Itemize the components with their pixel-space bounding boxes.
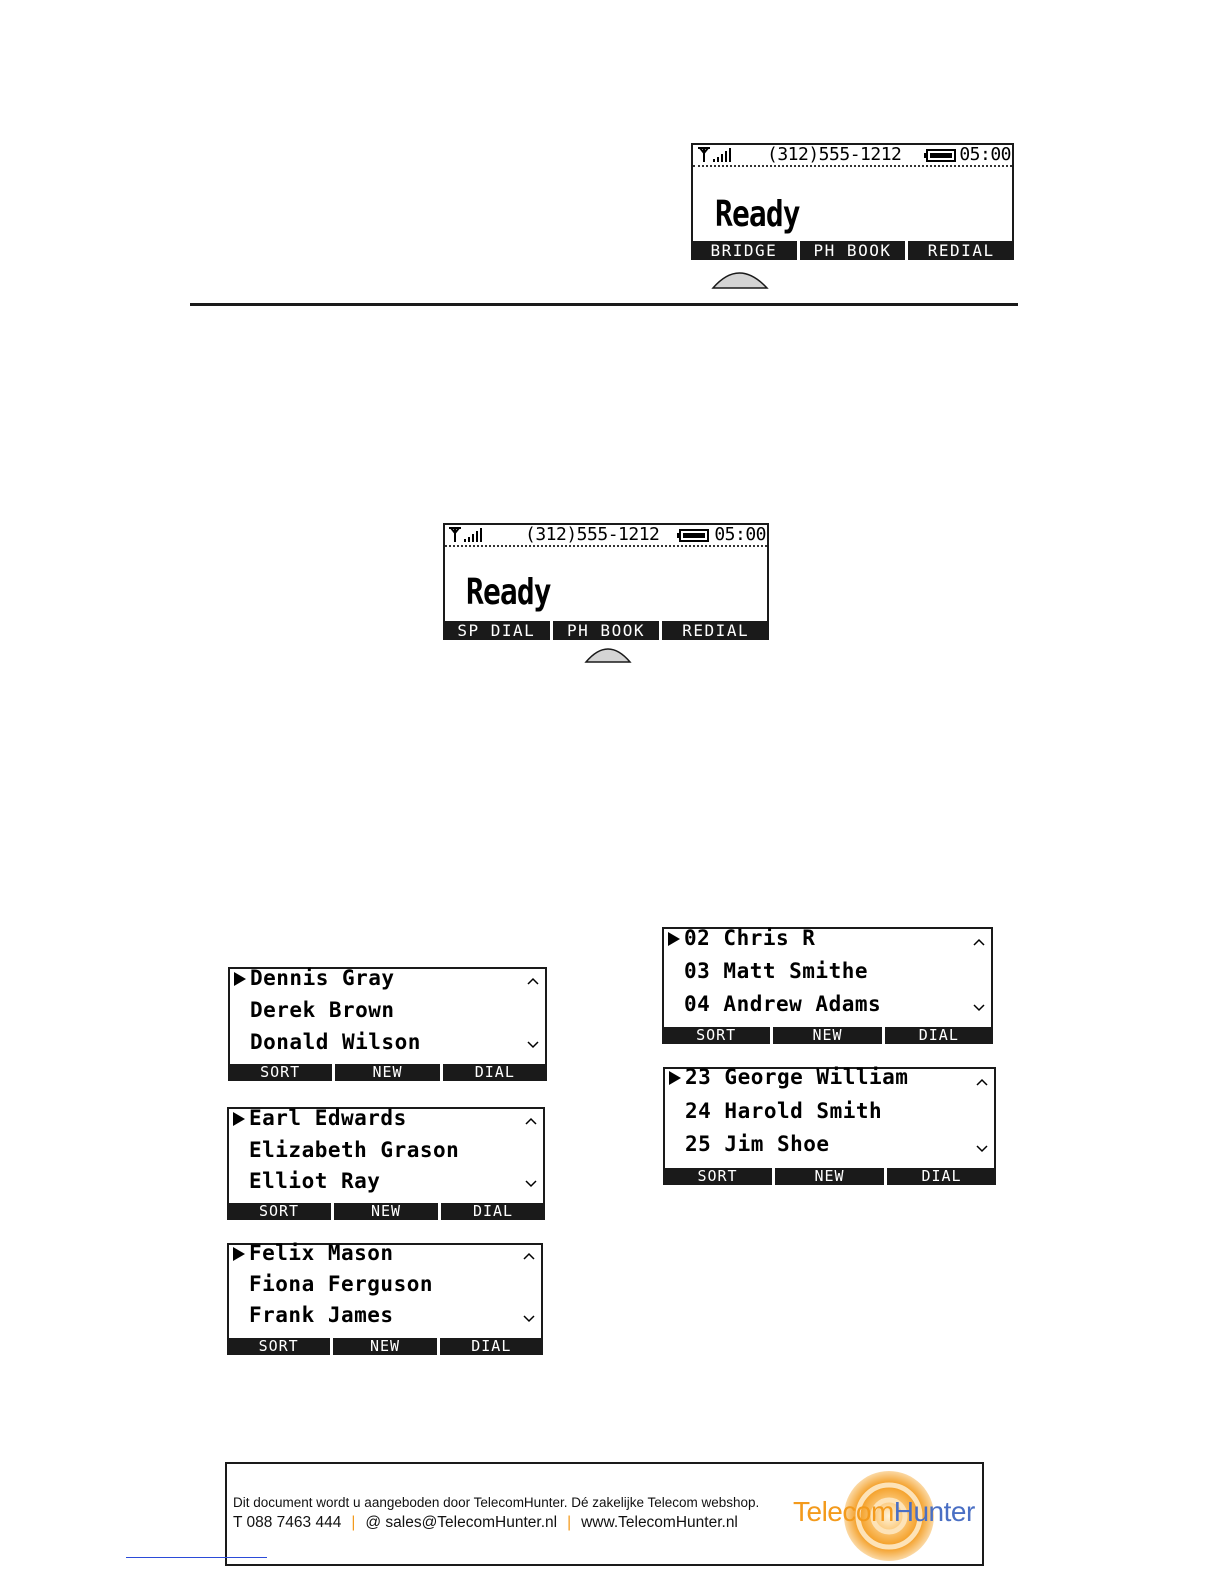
selection-marker-icon: [669, 1071, 681, 1085]
banner-phone[interactable]: T 088 7463 444: [233, 1514, 342, 1531]
selection-marker-icon: [668, 932, 680, 946]
softkey-bar: [228, 1064, 547, 1081]
softkey-sort[interactable]: SORT: [228, 1064, 335, 1081]
softkey-dial[interactable]: DIAL: [472, 1203, 514, 1220]
scroll-up-icon[interactable]: [525, 1117, 537, 1125]
scroll-down-icon[interactable]: [525, 1180, 537, 1188]
softkey-new[interactable]: NEW: [333, 1338, 439, 1355]
clock: 05:00: [959, 144, 1011, 165]
phone-number: (312)555-1212: [767, 144, 902, 165]
scroll-up-icon[interactable]: [976, 1078, 988, 1086]
softkey-ph-book[interactable]: PH BOOK: [800, 241, 909, 260]
battery-icon: [924, 149, 956, 162]
list-item[interactable]: Frank James: [249, 1303, 394, 1327]
separator: |: [567, 1514, 572, 1531]
telecomhunter-logo: [793, 1496, 975, 1528]
scroll-down-icon[interactable]: [973, 1004, 985, 1012]
footer-link-underline[interactable]: [126, 1557, 267, 1558]
scroll-down-icon[interactable]: [523, 1315, 535, 1323]
scroll-up-icon[interactable]: [527, 977, 539, 985]
banner-text: Dit document wordt u aangeboden door TelecomHunter. Dé zakelijke Telecom webshop.: [233, 1495, 760, 1510]
softkey-sort[interactable]: SORT: [662, 1027, 773, 1044]
ready-status: Ready: [715, 194, 800, 235]
softkey-sort[interactable]: SORT: [227, 1338, 333, 1355]
list-item[interactable]: Donald Wilson: [250, 1030, 421, 1054]
speed-dial-list-02: [662, 927, 993, 1044]
softkey-dial[interactable]: DIAL: [921, 1168, 962, 1185]
speed-dial-list-23: [663, 1067, 996, 1185]
softkey-bar: [227, 1203, 545, 1220]
list-item[interactable]: 04 Andrew Adams: [684, 992, 882, 1016]
phonebook-list-d: [228, 967, 547, 1081]
softkey-new[interactable]: NEW: [775, 1168, 887, 1185]
softkey-dial[interactable]: DIAL: [474, 1064, 515, 1081]
list-item[interactable]: 24 Harold Smith: [685, 1099, 883, 1123]
logo-part-telecom: Telecom: [793, 1496, 894, 1527]
banner-website[interactable]: www.TelecomHunter.nl: [581, 1514, 738, 1531]
softkey-sort[interactable]: SORT: [663, 1168, 775, 1185]
softkey-sp-dial[interactable]: SP DIAL: [443, 621, 553, 640]
list-item[interactable]: Earl Edwards: [249, 1106, 407, 1130]
list-item[interactable]: Elliot Ray: [249, 1169, 381, 1193]
softkey-redial[interactable]: REDIAL: [927, 241, 995, 260]
ready-screen-top: [691, 143, 1014, 260]
list-item[interactable]: Dennis Gray: [250, 966, 395, 990]
softkey-dial[interactable]: DIAL: [471, 1338, 512, 1355]
selection-marker-icon: [233, 1112, 245, 1126]
signal-strength-icon: [447, 526, 493, 544]
list-item[interactable]: Elizabeth Grason: [249, 1138, 460, 1162]
selection-marker-icon: [233, 1247, 245, 1261]
softkey-new[interactable]: NEW: [334, 1203, 441, 1220]
logo-part-hunter: Hunter: [893, 1496, 975, 1527]
softkey-bar: [443, 621, 769, 640]
clock: 05:00: [714, 524, 766, 545]
section-divider: [190, 303, 1018, 306]
list-item[interactable]: Felix Mason: [249, 1241, 394, 1265]
list-item[interactable]: Fiona Ferguson: [249, 1272, 434, 1296]
status-bar: [693, 145, 1012, 167]
scroll-down-icon[interactable]: [527, 1041, 539, 1049]
scroll-up-icon[interactable]: [523, 1252, 535, 1260]
softkey-pointer-icon: [711, 264, 769, 290]
banner-contact: [233, 1514, 738, 1532]
telecomhunter-banner: [225, 1462, 984, 1566]
softkey-bar: [663, 1168, 996, 1185]
softkey-pointer-icon: [584, 642, 632, 664]
scroll-down-icon[interactable]: [976, 1145, 988, 1153]
list-item[interactable]: Derek Brown: [250, 998, 395, 1022]
list-item[interactable]: 25 Jim Shoe: [685, 1132, 830, 1156]
softkey-bar: [227, 1338, 543, 1355]
softkey-dial[interactable]: DIAL: [918, 1027, 959, 1044]
phonebook-list-f: [227, 1243, 543, 1355]
softkey-sort[interactable]: SORT: [227, 1203, 334, 1220]
banner-email[interactable]: @ sales@TelecomHunter.nl: [365, 1514, 558, 1531]
list-item[interactable]: 03 Matt Smithe: [684, 959, 869, 983]
phonebook-list-e: [227, 1107, 545, 1220]
softkey-new[interactable]: NEW: [335, 1064, 442, 1081]
list-item[interactable]: 23 George William: [685, 1065, 909, 1089]
softkey-bar: [691, 241, 1014, 260]
softkey-new[interactable]: NEW: [773, 1027, 884, 1044]
softkey-bar: [662, 1027, 993, 1044]
signal-strength-icon: [696, 146, 742, 164]
selection-marker-icon: [234, 972, 246, 986]
ready-screen-middle: [443, 523, 769, 640]
softkey-bridge[interactable]: BRIDGE: [691, 241, 800, 260]
softkey-redial[interactable]: REDIAL: [682, 621, 750, 640]
separator: |: [351, 1514, 356, 1531]
status-bar: [445, 525, 767, 547]
phone-number: (312)555-1212: [525, 524, 660, 545]
softkey-ph-book[interactable]: PH BOOK: [553, 621, 663, 640]
battery-icon: [677, 529, 709, 542]
ready-status: Ready: [466, 572, 551, 613]
scroll-up-icon[interactable]: [973, 938, 985, 946]
list-item[interactable]: 02 Chris R: [684, 926, 816, 950]
